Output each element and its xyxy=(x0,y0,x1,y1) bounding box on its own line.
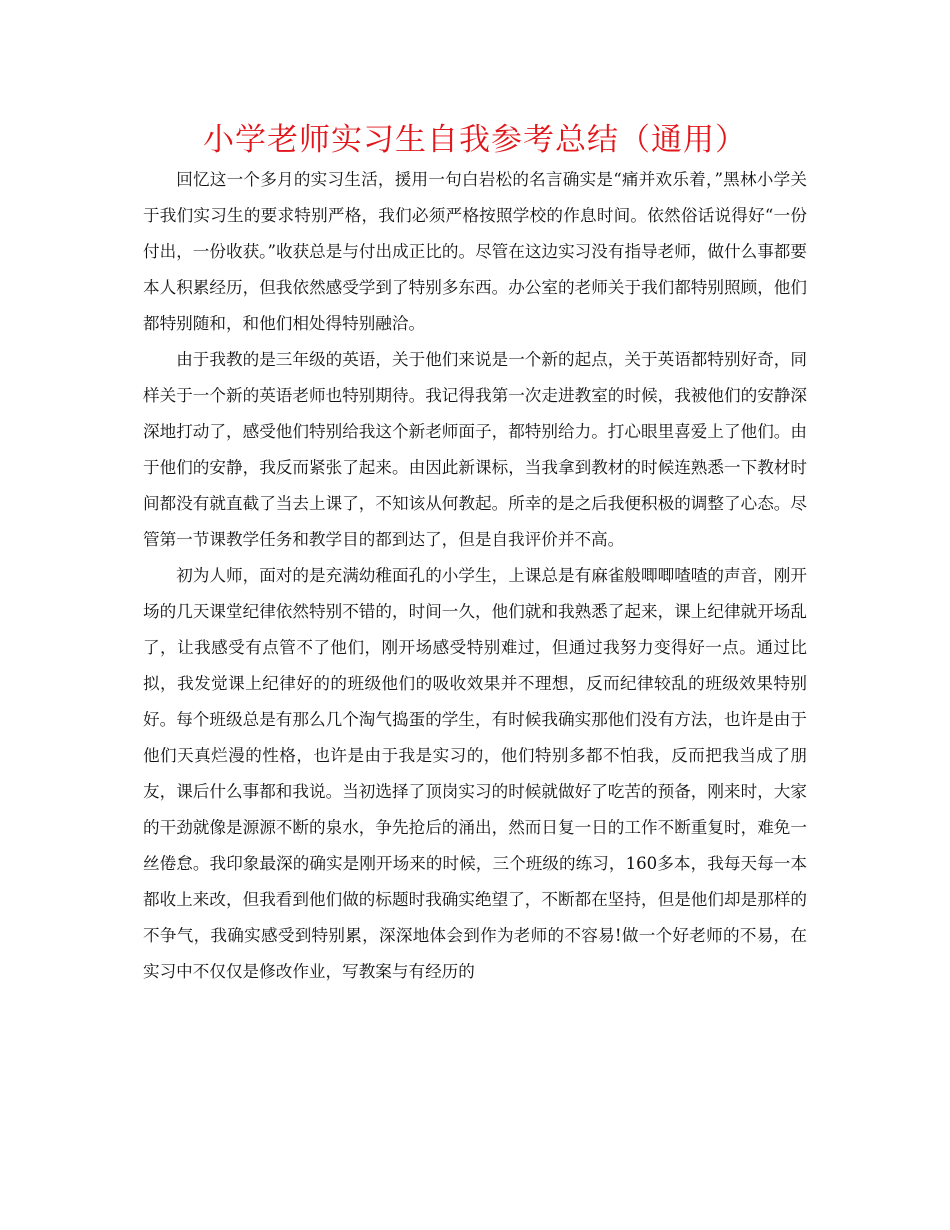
paragraph-3: 初为人师，面对的是充满幼稚面孔的小学生，上课总是有麻雀般唧唧喳喳的声音，刚开场的几天课堂纪律依然特别不错的，时间一久，他们就和我熟悉了起来，课上纪律就开场乱了，让我感受有点管不了他们，刚开场感受特别难过，但通过我努力变得好一点。通过比拟，我发觉课上纪律好的的班级他们的吸收效果并不理想，反而纪律较乱的班级效果特别好。每个班级总是有那么几个淘气捣蛋的学生，有时候我确实那他们没有方法，也许是由于他们天真烂漫的性格，也许是由于我是实习的，他们特别多都不怕我，反而把我当成了朋友，课后什么事都和我说。当初选择了顶岗实习的时候就做好了吃苦的预备，刚来时，大家的干劲就像是源源不断的泉水，争先抢后的涌出，然而日复一日的工作不断重复时，难免一丝倦怠。我印象最深的确实是刚开场来的时候，三个班级的练习，160多本，我每天每一本都收上来改，但我看到他们做的标题时我确实绝望了，不断都在坚持，但是他们却是那样的不争气，我确实感受到特别累，深深地体会到作为老师的不容易!做一个好老师的不易，在实习中不仅仅是修改作业，写教案与有经历的 xyxy=(143,566,807,981)
document-title: 小学老师实习生自我参考总结（通用） xyxy=(203,122,747,158)
paragraph-2: 由于我教的是三年级的英语，关于他们来说是一个新的起点，关于英语都特别好奇，同样关于一个新的英语老师也特别期待。我记得我第一次走进教室的时候，我被他们的安静深深地打动了，感受他们特别给我这个新老师面子，都特别给力。打心眼里喜爱上了他们。由于他们的安静，我反而紧张了起来。由因此新课标，当我拿到教材的时候连熟悉一下教材时间都没有就直截了当去上课了，不知该从何教起。所幸的是之后我便积极的调整了心态。尽管第一节课教学任务和教学目的都到达了，但是自我评价并不高。 xyxy=(143,350,807,549)
document-body xyxy=(143,162,807,990)
paragraph-1: 回忆这一个多月的实习生活，援用一句白岩松的名言确实是“痛并欢乐着，”黑林小学关于我们实习生的要求特别严格，我们必须严格按照学校的作息时间。依然俗话说得好“一份付出，一份收获。”收获总是与付出成正比的。尽管在这边实习没有指导老师，做什么事都要本人积累经历，但我依然感受学到了特别多东西。办公室的老师关于我们都特别照顾，他们都特别随和，和他们相处得特别融洽。 xyxy=(143,170,807,333)
